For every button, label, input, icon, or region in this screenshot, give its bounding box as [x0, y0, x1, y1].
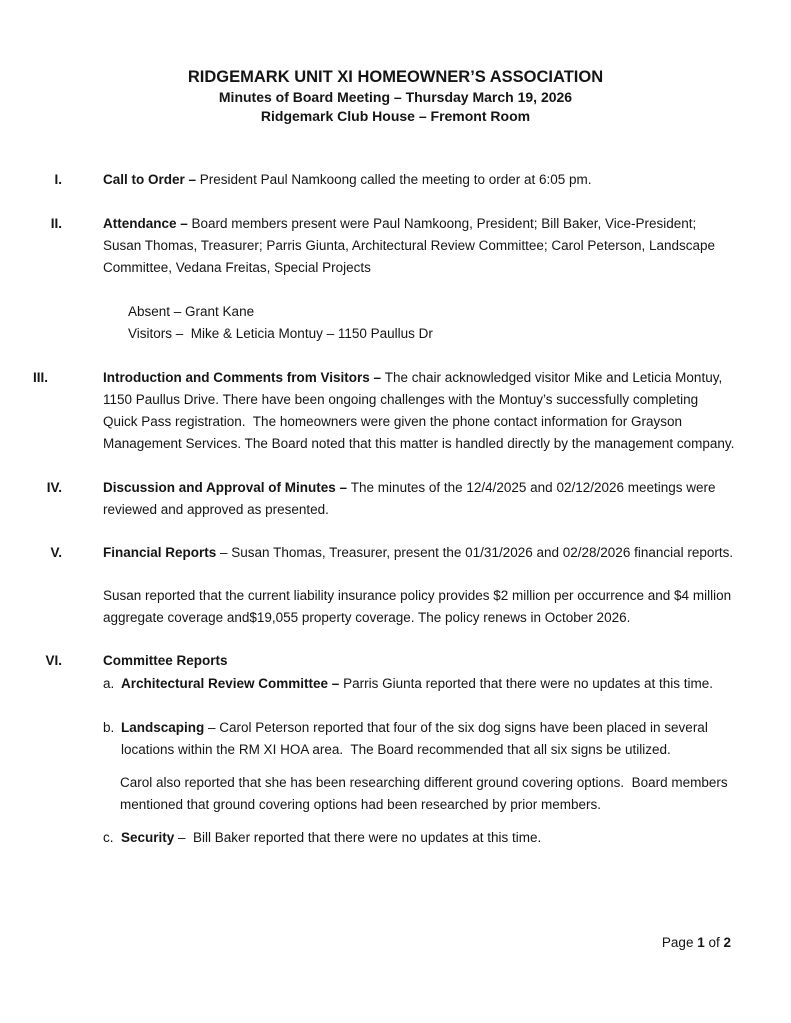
subitem-heading: Landscaping — [121, 720, 205, 735]
subitem-text: – Carol Peterson reported that four of the six dog signs have been placed in several locations within the RM XI HOA area. The Board recommended that all six signs be utilized. — [121, 720, 712, 757]
section-numeral: V. — [50, 545, 62, 560]
attendance-notes — [128, 301, 735, 345]
section-numeral: VI. — [45, 653, 62, 668]
section-visitor-comments — [0, 367, 735, 455]
section-heading: Discussion and Approval of Minutes – — [103, 480, 351, 495]
doc-title: RIDGEMARK UNIT XI HOMEOWNER’S ASSOCIATION — [187, 68, 604, 86]
section-text: – Susan Thomas, Treasurer, present the 01/31/2026 and 02/28/2026 financial reports. — [216, 545, 734, 560]
subitem-text: Parris Giunta reported that there were no updates at this time. — [343, 676, 714, 691]
subitem-marker: c. — [103, 830, 114, 845]
section-text: President Paul Namkoong called the meeting to order at 6:05 pm. — [199, 172, 592, 187]
section-text: The minutes of the 12/4/2025 and 02/12/2026 meetings were reviewed and approved as presented. — [103, 480, 720, 517]
page-number: 1 — [697, 935, 705, 950]
document-header — [56, 0, 735, 126]
section-numeral: III. — [33, 370, 49, 385]
subitem-text: – Bill Baker reported that there were no updates at this time. — [174, 830, 542, 845]
section-numeral: II. — [50, 216, 62, 231]
section-heading: Attendance – — [103, 216, 192, 231]
section-minutes-approval — [0, 477, 735, 521]
footer-of: of — [704, 935, 724, 950]
insurance-paragraph: Susan reported that the current liability insurance policy provides $2 million per occurrence and $4 million aggregate coverage and$19,055 property coverage. The policy renews in October 2026. — [103, 588, 735, 625]
committee-subitem-architectural — [103, 673, 735, 695]
section-text: Board members present were Paul Namkoong, President; Bill Baker, Vice-President; Susan Thomas, Treasurer; Parris Giunta, Architectural Review Committee; Carol Peterson, Landscape Committee, Vedana Freitas, Special Projects — [103, 216, 719, 275]
section-text: The chair acknowledged visitor Mike and Leticia Montuy, 1150 Paullus Drive. There have been ongoing challenges with the Montuy’s successfully completing Quick Pass registration. The homeowners were given the phone contact information for Grayson Management Services. The Board noted that this matter is handled directly by the management company. — [103, 370, 735, 451]
section-numeral: IV. — [46, 480, 62, 495]
section-heading: Call to Order – — [103, 172, 200, 187]
subitem-marker: b. — [103, 720, 115, 735]
subitem-heading: Architectural Review Committee – — [121, 676, 344, 691]
section-attendance — [0, 213, 735, 279]
subitem-heading: Security — [121, 830, 175, 845]
section-call-to-order — [0, 169, 735, 191]
page-total: 2 — [723, 935, 731, 950]
document-body — [0, 169, 735, 849]
landscaping-followup-paragraph: Carol also reported that she has been researching different ground covering options. Board members mentioned that ground covering options had been researched by prior members. — [120, 775, 732, 812]
section-committee-reports — [0, 650, 735, 672]
attendance-visitors-line: Visitors – Mike & Leticia Montuy – 1150 Paullus Dr — [128, 326, 433, 341]
subitem-marker: a. — [103, 676, 115, 691]
doc-subtitle-location: Ridgemark Club House – Fremont Room — [260, 108, 531, 124]
section-heading: Committee Reports — [103, 653, 228, 668]
section-heading: Financial Reports — [103, 545, 217, 560]
attendance-absent-line: Absent – Grant Kane — [128, 304, 255, 319]
section-numeral: I. — [54, 172, 62, 187]
committee-subitem-landscaping — [103, 717, 735, 761]
doc-subtitle-meeting: Minutes of Board Meeting – Thursday March 19, 2026 — [218, 89, 573, 105]
section-heading: Introduction and Comments from Visitors – — [103, 370, 385, 385]
section-financial-reports — [0, 542, 735, 564]
committee-subitem-security — [103, 827, 735, 849]
page-footer — [662, 932, 731, 954]
footer-prefix: Page — [661, 935, 698, 950]
